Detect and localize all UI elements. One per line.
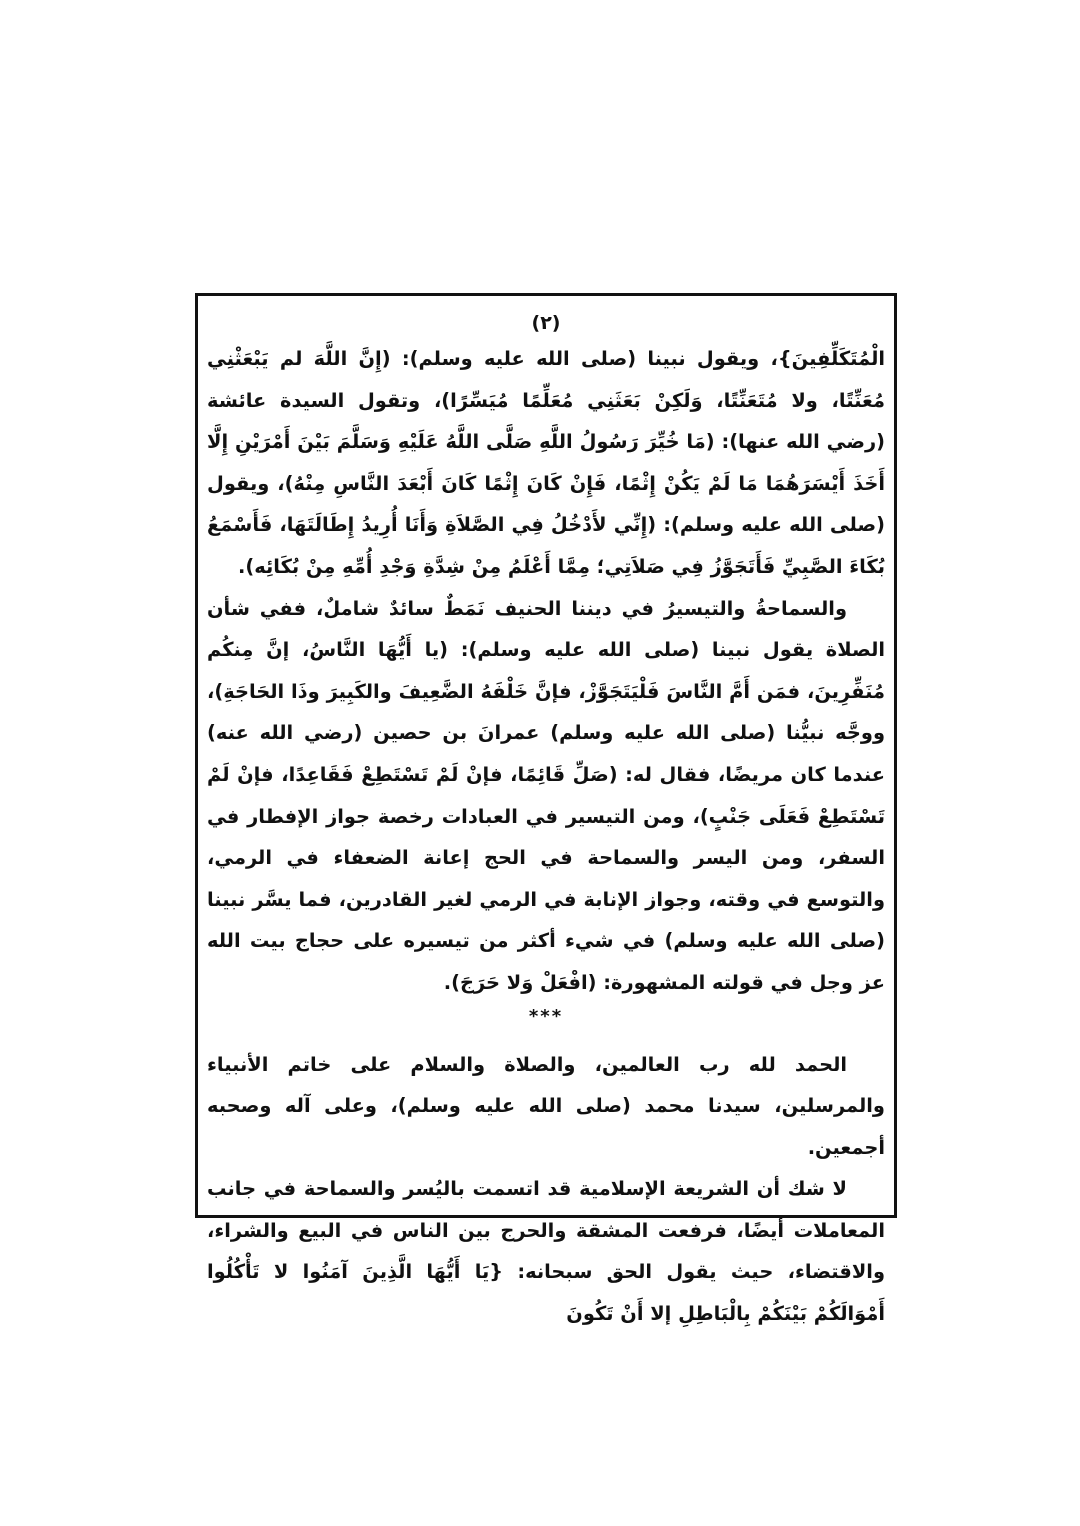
paragraph-praise-opening: الحمد لله رب العالمين، والصلاة والسلام على خاتم الأنبياء والمرسلين، سيدنا محمد (صلى الله عليه وسلم)، وعلى آله وصحبه أجمعين. (207, 1052, 885, 1159)
page-frame (195, 293, 897, 1326)
paragraph-hadith-quotes: الْمُتَكَلِّفِينَ}، ويقول نبينا (صلى الله عليه وسلم): (إِنَّ اللَّهَ لم يَبْعَثْنِي مُعَنِّتًا، ولا مُتَعَنِّتًا، وَلَكِنْ بَعَثَنِي مُعَلِّمًا مُيَسِّرًا)، وتقول السيدة عائشة (رضي الله عنها): (مَا خُيِّرَ رَسُولُ اللَّهِ صَلَّى اللَّهُ عَلَيْهِ وَسَلَّمَ بَيْنَ أَمْرَيْنِ إِلَّا أَخَذَ أَيْسَرَهُمَا مَا لَمْ يَكُنْ إِثْمًا، فَإِنْ كَانَ إِثْمًا كَانَ أَبْعَدَ النَّاسِ مِنْهُ)، ويقول (صلى الله عليه وسلم): (إِنِّي لأَدْخُلُ فِي الصَّلاَةِ وَأَنَا أُرِيدُ إِطَالَتَهَا، فَأَسْمَعُ بُكَاءَ الصَّبِيِّ فَأَتَجَوَّزُ فِي صَلاَتِي؛ مِمَّا أَعْلَمُ مِنْ شِدَّةِ وَجْدِ أُمِّهِ مِنْ بُكَائِه). (207, 347, 885, 578)
page-number: (٢) (531, 312, 561, 334)
section-separator: *** (528, 1005, 564, 1027)
paragraph-transactions: لا شك أن الشريعة الإسلامية قد اتسمت باليُسر والسماحة في جانب المعاملات أيضًا، فرفعت المشقة والحرج بين الناس في البيع والشراء، والاقتضاء، حيث يقول الحق سبحانه: {يَا أَيُّهَا الَّذِينَ آمَنُوا لا تَأْكُلُوا أَمْوَالَكُمْ بَيْنَكُمْ بِالْبَاطِلِ إلا أَنْ تَكُونَ (207, 1177, 885, 1326)
paragraph-tolerance-in-worship: والسماحةُ والتيسيرُ في ديننا الحنيف نَمَطٌ سائدٌ شاملٌ، ففي شأن الصلاة يقول نبينا (صلى الله عليه وسلم): (يا أَيُّهَا النَّاسُ، إنَّ مِنكُم مُنَفِّرِينَ، فمَن أَمَّ النَّاسَ فَلْيَتَجَوَّزْ، فإنَّ خَلْفَهُ الضَّعِيفَ والكَبِيرَ وذَا الحَاجَةِ)، ووجَّه نبيُّنا (صلى الله عليه وسلم) عمرانَ بن حصين (رضي الله عنه) عندما كان مريضًا، فقال له: (صَلِّ قَائِمًا، فإنْ لَمْ تَسْتَطِعْ فَقَاعِدًا، فإنْ لَمْ تَسْتَطِعْ فَعَلَى جَنْبٍ)، ومن التيسير في العبادات رخصة جواز الإفطار في السفر، ومن اليسر والسماحة في الحج إعانة الضعفاء في الرمي، والتوسع في وقته، وجواز الإنابة في الرمي لغير القادرين، فما يسَّر نبينا (صلى الله عليه وسلم) في شيء أكثر من تيسيره على حجاج بيت الله عز وجل في قولته المشهورة: (افْعَلْ وَلا حَرَجَ). (207, 596, 885, 994)
